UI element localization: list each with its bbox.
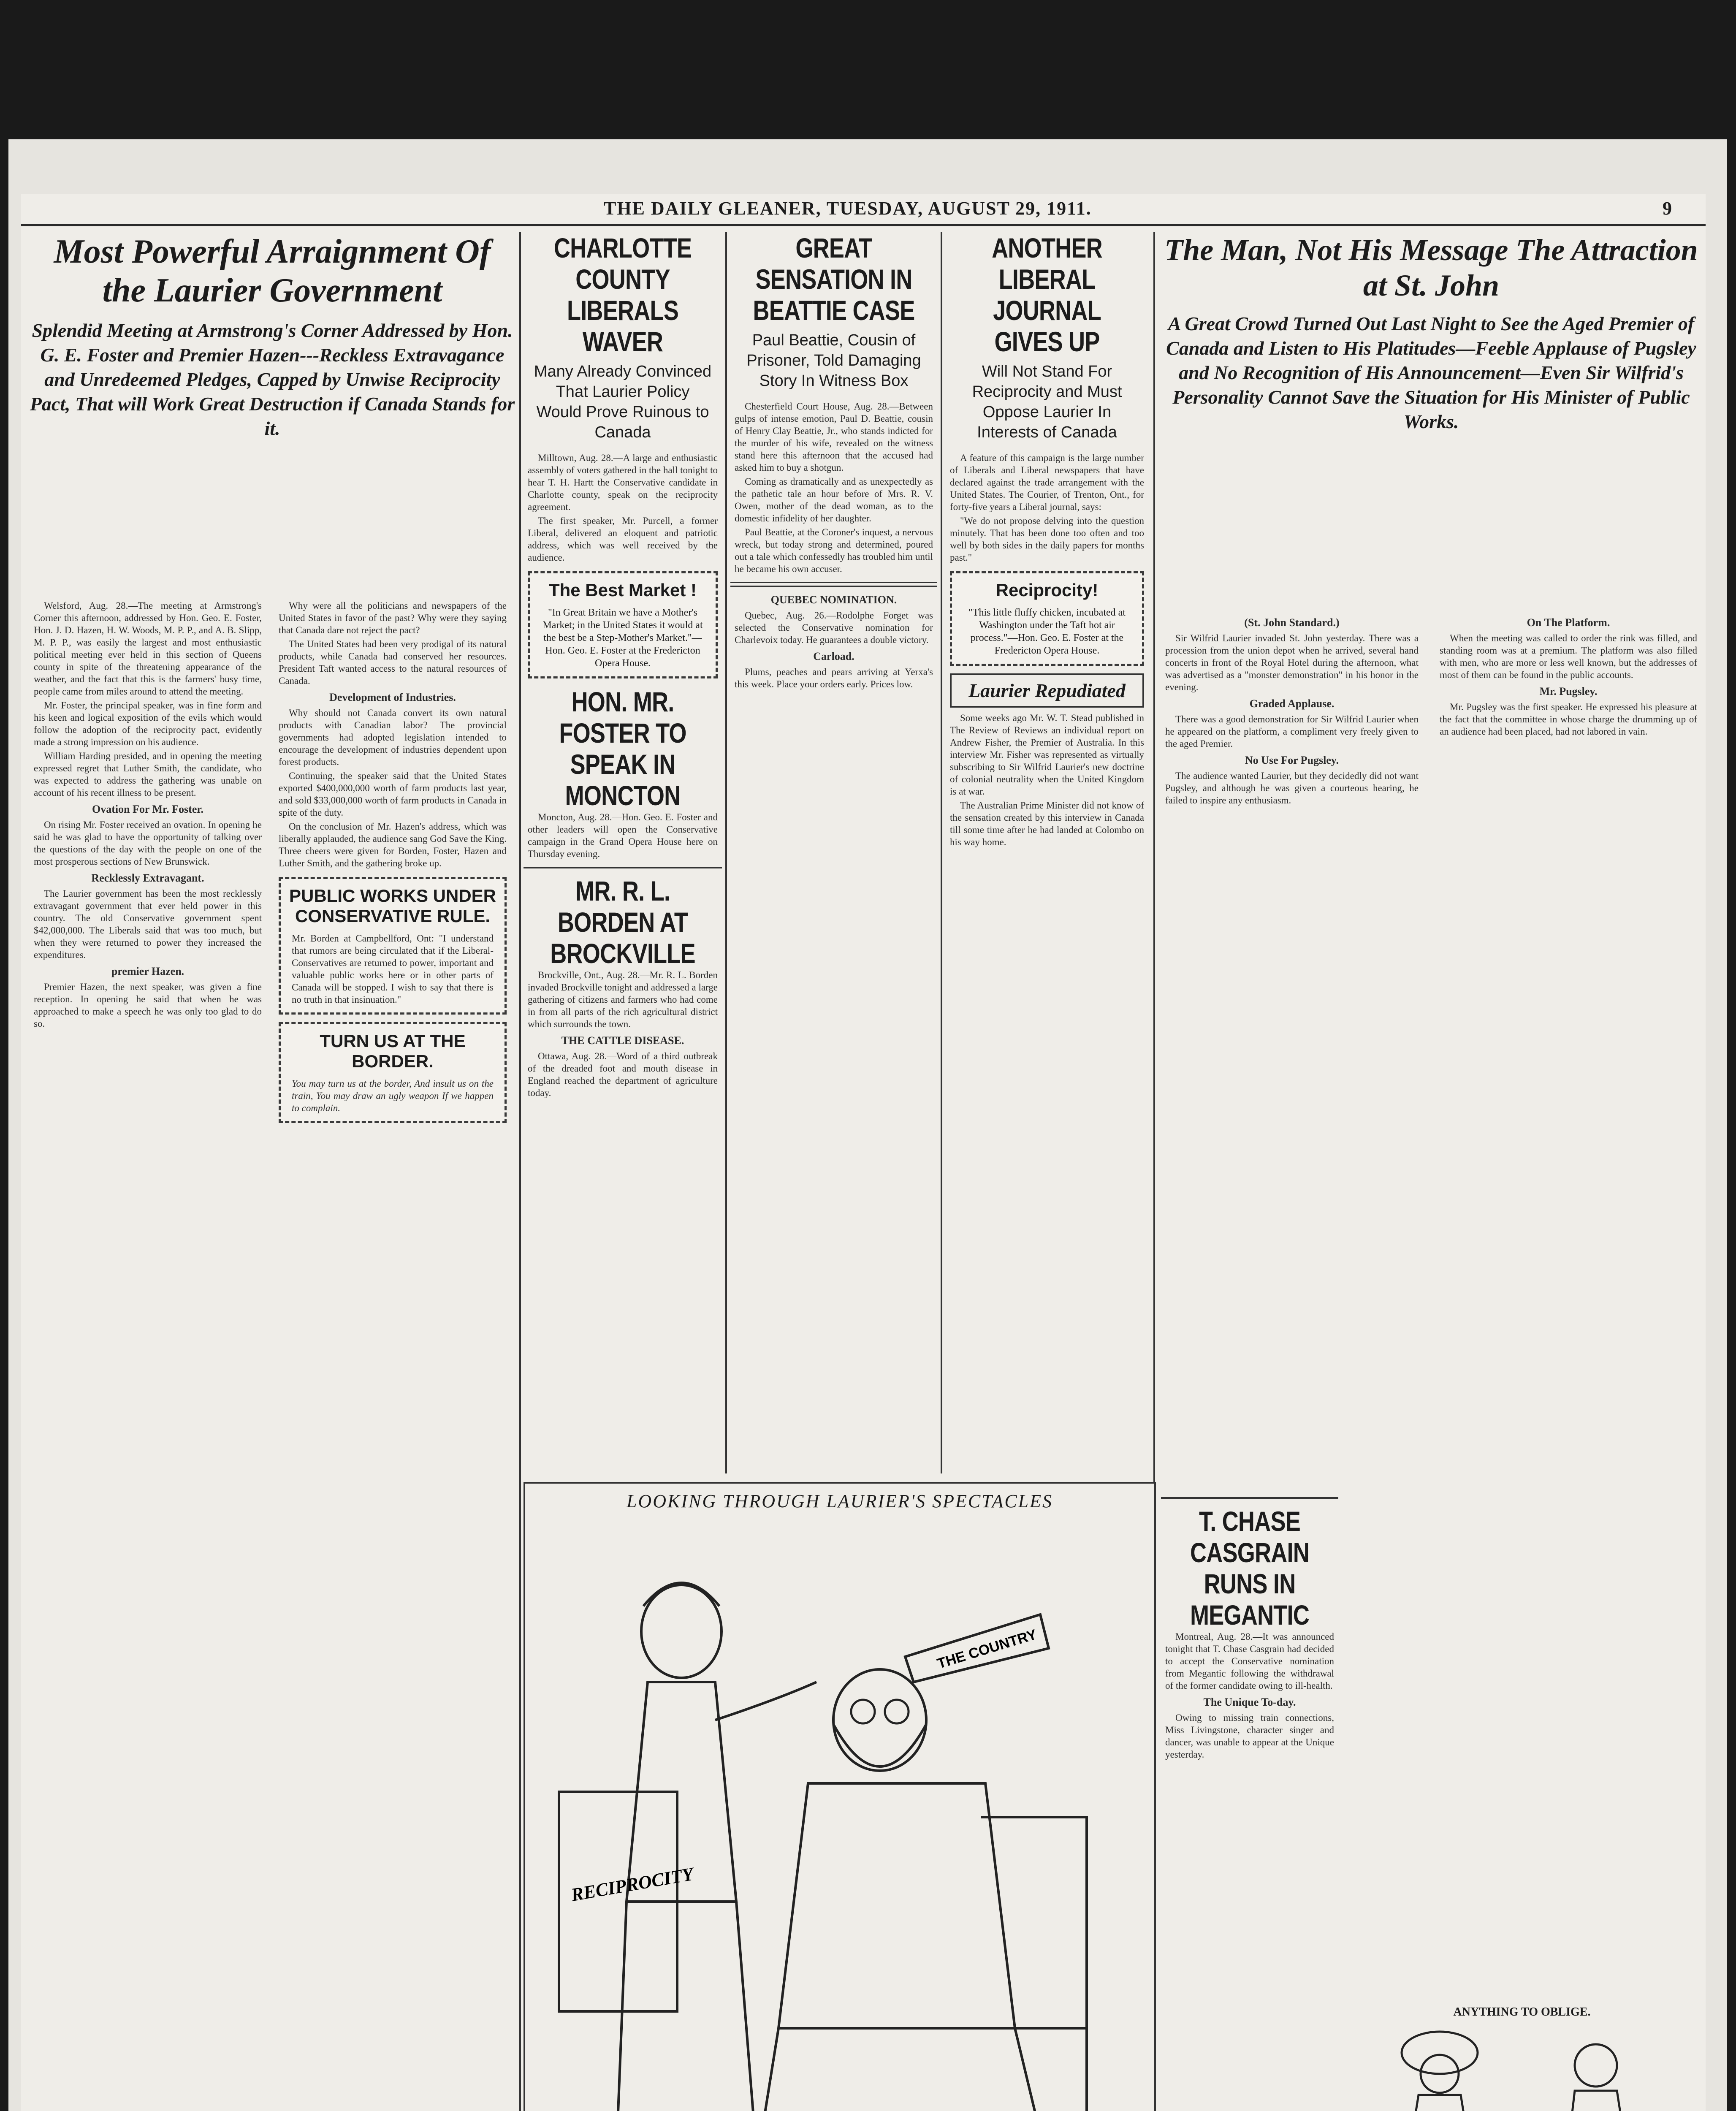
column-2 [274, 600, 511, 2111]
st-john-article [1161, 232, 1701, 444]
column-7 [1435, 612, 1701, 1448]
paragraph: Sir Wilfrid Laurier invaded St. John yesterday. There was a procession from the union depot when he arrived, several hand concerts in front of the Royal Hotel during the afternoon, what was advertised as a "monster demonstration" in his honor in the evening. [1165, 633, 1419, 692]
paragraph: Paul Beattie, at the Coroner's inquest, a nervous wreck, but today strong and determined, poured out a tale which confessedly has troubled him until he became his own accuser. [735, 527, 933, 574]
liberal-journal-subdeck: Will Not Stand For Reciprocity and Must Oppose Laurier In Interests of Canada [972, 363, 1122, 441]
charlotte-subdeck: Many Already Convinced That Laurier Policy Would Prove Ruinous to Canada [534, 363, 712, 441]
paragraph: Owing to missing train connections, Miss Livingstone, character singer and dancer, was unable to appear at the Unique yesterday. [1165, 1712, 1334, 1760]
divider [524, 867, 722, 868]
box-title: Reciprocity! [995, 580, 1099, 600]
divider [1161, 1497, 1338, 1499]
public-works-box [279, 877, 507, 1015]
paragraph: Chesterfield Court House, Aug. 28.—Between gulps of intense emotion, Paul D. Beattie, cousin of Henry Clay Beattie, Jr., who stands indicted for the murder of his wife, revealed on the witness stand here this afternoon that the accused had asked him to buy a shotgun. [735, 401, 933, 473]
paragraph: "We do not propose delving into the question minutely. That has been done too often and too well by both sides in the daily papers for months past." [950, 516, 1144, 563]
newspaper-page [21, 194, 1706, 2111]
box-body: "This little fluffy chicken, incubated at Washington under the Taft hot air process."—Hon. Geo. E. Foster at the Fredericton Opera House. [968, 607, 1126, 656]
charlotte-headline: CHARLOTTE COUNTY LIBERALS WAVER [553, 232, 692, 357]
paragraph: William Harding presided, and in opening the meeting expressed regret that Luther Smith, the candidate, who was expected to address the gathering was unable on account of his recent illness to be present. [34, 751, 262, 798]
paragraph: When the meeting was called to order the rink was filled, and standing room was at a premium. The platform was also filled with men, who are more or less well known, but the addresses of most of them can be found in the public accounts. [1440, 633, 1697, 680]
paragraph: On rising Mr. Foster received an ovation. In opening he said he was glad to have the opportunity of talking over the questions of the day with the people on one of the most prosperous sections of New Brunswick. [34, 819, 262, 867]
liberal-journal-headline: ANOTHER LIBERAL JOURNAL GIVES UP [992, 232, 1102, 357]
lead-headline: Most Powerful Arraignment Of the Laurier Government [54, 233, 491, 309]
paragraph: Continuing, the speaker said that the United States exported $400,000,000 worth of farm products last year, and sold $33,000,000 worth of farm products in Canada in spite of the duty. [279, 771, 507, 818]
borden-brockville-headline: MR. R. L. BORDEN AT BROCKVILLE [550, 875, 695, 969]
paragraph: Mr. Foster, the principal speaker, was in fine form and his keen and logical exposition of the evils which would follow the adoption of the reciprocity pact, evidently made a strong impression on his audience. [34, 700, 262, 747]
cartoon-title: LOOKING THROUGH LAURIER'S SPECTACLES [626, 1491, 1053, 1511]
st-john-headline: The Man, Not His Message The Attraction at St. John [1164, 233, 1698, 302]
paragraph: Why were all the politicians and newspapers of the United States in favor of the past? Why were they saying that Canada dare not reject the pact? [279, 600, 507, 635]
crosshead: Development of Industries. [329, 691, 456, 703]
laurier-repudiated-headline: Laurier Repudiated [950, 673, 1144, 708]
casgrain-article [1161, 1490, 1338, 2111]
box-body: You may turn us at the border, And insult us on the train, You may draw an ugly weapon If we happen to complain. [292, 1078, 494, 1113]
crosshead: premier Hazen. [111, 965, 184, 977]
newspaper-sheet [8, 139, 1727, 2111]
paragraph: The Laurier government has been the most recklessly extravagant government that ever held power in this country. The old Conservative government spent $42,000,000. The Liberals said that was too much, but when they were returned to power they increased the expenditures. [34, 888, 262, 960]
crosshead: Recklessly Extravagant. [91, 872, 204, 884]
paragraph: The audience wanted Laurier, but they decidedly did not want Pugsley, and although he was given a courteous hearing, he failed to inspire any enthusiasm. [1165, 771, 1419, 806]
paragraph: On the conclusion of Mr. Hazen's address, which was liberally applauded, the audience sang God Save the King. Three cheers were given for Borden, Foster, Hazen and Luther Smith, and the gathering broke up. [279, 821, 507, 868]
paragraph: There was a good demonstration for Sir Wilfrid Laurier when he appeared on the platform, a compliment very freely given to the aged Premier. [1165, 714, 1419, 749]
cartoon-label-right: THE COUNTRY [935, 1626, 1039, 1672]
paragraph: Some weeks ago Mr. W. T. Stead published in The Review of Reviews an individual report on Andrew Fisher, the Premier of Australia. In this interview Mr. Fisher was represented as virtually subscribing to Sir Wilfrid Laurier's new doctrine of colonial neutrality when the United Kingdom is at war. [950, 713, 1144, 797]
column-1 [30, 600, 266, 2111]
lead-article [30, 232, 515, 451]
paragraph: Montreal, Aug. 28.—It was announced tonight that T. Chase Casgrain had decided to accept the Conservative nomination from Megantic following the withdrawal of the former candidate owing to ill-health. [1165, 1631, 1334, 1691]
paragraph: A feature of this campaign is the large number of Liberals and Liberal newspapers that have declared against the trade arrangement with the United States. The Courier, of Trenton, Ont., for forty-five years a Liberal journal, says: [950, 453, 1144, 512]
foster-moncton-headline: HON. MR. FOSTER TO SPEAK IN MONCTON [559, 686, 686, 811]
divider [730, 582, 937, 587]
paragraph: Ottawa, Aug. 28.—Word of a third outbreak of the dreaded foot and mouth disease in England reached the department of agriculture today. [528, 1051, 718, 1098]
column-rule [725, 232, 727, 1473]
crosshead: Carload. [813, 650, 854, 662]
column-rule [519, 232, 521, 2111]
cartoon-drawing [542, 1522, 1133, 2111]
paragraph: Premier Hazen, the next speaker, was given a fine reception. In opening he said that when he was approached to make a speech he was only too glad to do so. [34, 982, 262, 1029]
paragraph: Moncton, Aug. 28.—Hon. Geo. E. Foster and other leaders will open the Conservative campaign in the Grand Opera House here on Thursday evening. [528, 812, 718, 859]
column-4 [730, 232, 937, 1473]
crosshead: Mr. Pugsley. [1539, 685, 1598, 697]
crosshead: The Unique To-day. [1203, 1696, 1296, 1708]
beattie-headline: GREAT SENSATION IN BEATTIE CASE [753, 232, 915, 326]
column-rule [941, 232, 942, 1473]
border-poem-box [279, 1022, 507, 1123]
source-credit: (St. John Standard.) [1244, 616, 1340, 629]
paragraph: Brockville, Ont., Aug. 28.—Mr. R. L. Borden invaded Brockville tonight and addressed a large gathering of citizens and farmers who had come in from all parts of the rich agricultural district which surrounds the town. [528, 970, 718, 1029]
cartoon-title: ANYTHING TO OBLIGE. [1453, 2005, 1591, 2019]
masthead-title: THE DAILY GLEANER, TUESDAY, AUGUST 29, 1911. [604, 198, 1092, 219]
paragraph: The first speaker, Mr. Purcell, a former Liberal, delivered an eloquent and patriotic address, which was well received by the audience. [528, 516, 718, 563]
paragraph: Coming as dramatically and as unexpectedly as the pathetic tale an hour before of Mrs. R. V. Owen, mother of the dead woman, as to the domestic infidelity of her daughter. [735, 476, 933, 524]
crosshead: No Use For Pugsley. [1245, 754, 1339, 766]
paragraph: Mr. Pugsley was the first speaker. He expressed his pleasure at the fact that the committee in whose charge the drumming up of an audience had been placed, had not labored in vain. [1440, 702, 1697, 737]
paragraph: Why should not Canada convert its own natural products with Canadian labor? The provincial governments had adopted legislation intended to encourage the development of industries dependent upon forest products. [279, 708, 507, 767]
box-body: Mr. Borden at Campbellford, Ont: "I understand that rumors are being circulated that if the Liberal-Conservatives are returned to power, important and valuable public works here or in other parts of Canada will be stopped. I wish to say that there is no truth in that insinuation." [292, 933, 494, 1005]
box-title: The Best Market ! [548, 580, 697, 600]
crosshead: On The Platform. [1527, 616, 1610, 629]
column-3 [524, 232, 722, 1473]
crosshead: Ovation For Mr. Foster. [92, 803, 204, 815]
reciprocity-box [950, 571, 1144, 666]
casgrain-headline: T. CHASE CASGRAIN RUNS IN MEGANTIC [1190, 1506, 1310, 1631]
column-6 [1161, 612, 1423, 1448]
page-number: 9 [1663, 198, 1672, 219]
crosshead: Graded Applause. [1249, 697, 1335, 710]
box-title: PUBLIC WORKS UNDER CONSERVATIVE RULE. [289, 886, 496, 926]
paragraph: Quebec, Aug. 26.—Rodolphe Forget was selected the Conservative nomination for Charlevoix today. He guarantees a double victory. [735, 610, 933, 645]
crosshead: QUEBEC NOMINATION. [770, 594, 897, 606]
editorial-cartoon [524, 1482, 1156, 2111]
st-john-deck: A Great Crowd Turned Out Last Night to See the Aged Premier of Canada and Listen to His Platitudes—Feeble Applause of Pugsley and No Recognition of His Announcement—Even Sir Wilfrid's Personality Cannot Save the Situation for His Minister of Public Works. [1166, 313, 1696, 432]
box-body: "In Great Britain we have a Mother's Market; in the United States it would at the best be a Step-Mother's Market."—Hon. Geo. E. Foster at the Fredericton Opera House. [542, 607, 703, 669]
paragraph: The United States had been very prodigal of its natural products, while Canada had conserved her resources. President Taft wanted access to the natural resources of Canada. [279, 639, 507, 686]
cartoon-drawing [1343, 2019, 1701, 2111]
lead-deck: Splendid Meeting at Armstrong's Corner Addressed by Hon. G. E. Foster and Premier Hazen---Reckless Extravagance and Unredeemed Pledges, Capped by Unwise Reciprocity Pact, That will Work Great Destruction if Canada Stands for it. [30, 320, 515, 439]
paragraph: Milltown, Aug. 28.—A large and enthusiastic assembly of voters gathered in the hall tonight to hear T. H. Hartt the Conservative candidate in Charlotte county, speak on the reciprocity agreement. [528, 453, 718, 512]
cartoon-label-left: RECIPROCITY [569, 1863, 695, 1905]
paragraph: Plums, peaches and pears arriving at Yerxa's this week. Place your orders early. Prices low. [735, 667, 933, 689]
paragraph: The Australian Prime Minister did not know of the sensation created by this interview in Canada till some time after he had landed at Colombo on his way home. [950, 800, 1144, 847]
box-title: TURN US AT THE BORDER. [320, 1031, 466, 1071]
anything-to-oblige-cartoon [1343, 2005, 1701, 2111]
crosshead: THE CATTLE DISEASE. [561, 1034, 684, 1047]
beattie-subdeck: Paul Beattie, Cousin of Prisoner, Told Damaging Story In Witness Box [746, 331, 921, 390]
best-market-box [528, 571, 718, 678]
masthead [21, 194, 1706, 226]
column-5 [946, 232, 1148, 1473]
paragraph: Welsford, Aug. 28.—The meeting at Armstrong's Corner this afternoon, addressed by Hon. Geo. E. Foster, Hon. J. D. Hazen, H. W. Woods, M. P. P., and A. B. Slipp, M. P. P., was easily the largest and most enthusiastic political meeting ever held in this section of Queens county in spite of the threatening appearance of the weather, and the fact that this is the farmers' busy time, people came from miles around to attend the meeting. [34, 600, 262, 697]
